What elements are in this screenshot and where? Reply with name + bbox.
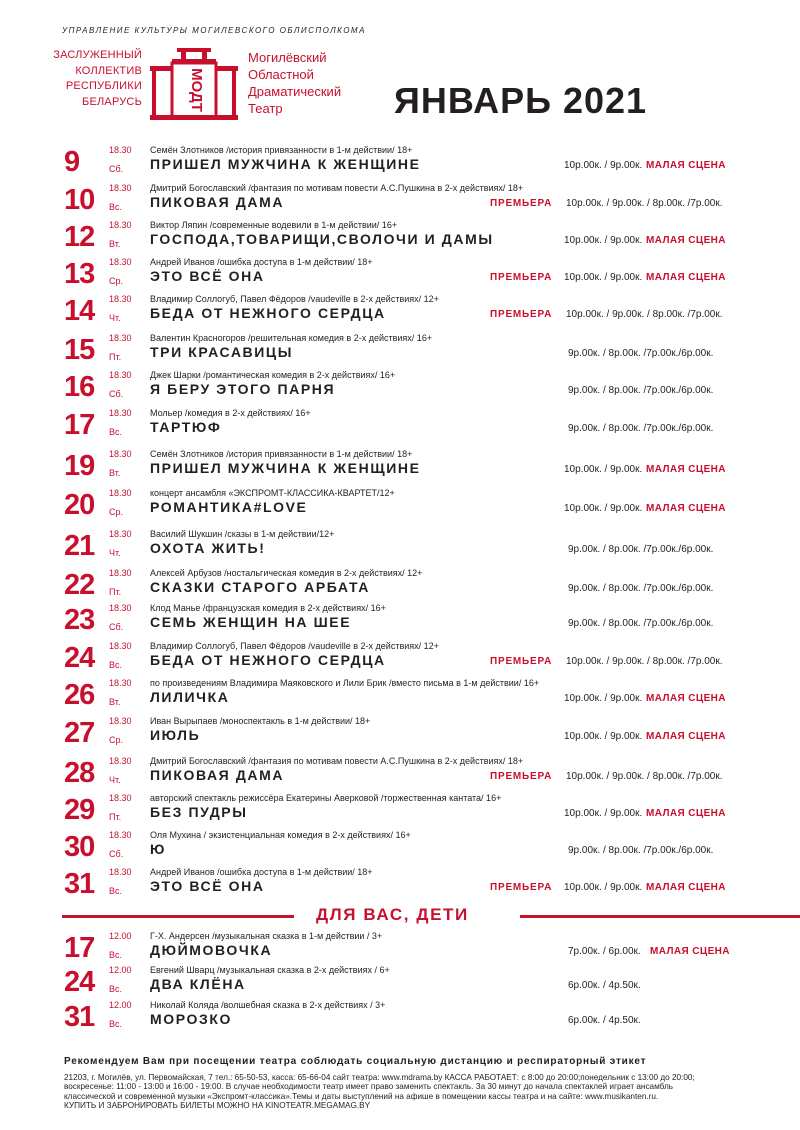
event-title: Я БЕРУ ЭТОГО ПАРНЯ <box>150 381 336 397</box>
event-weekday: Вт. <box>109 468 121 478</box>
event-title: ПИКОВАЯ ДАМА <box>150 767 285 783</box>
event-row <box>0 756 800 794</box>
event-row <box>0 568 800 606</box>
event-time: 18.30 <box>109 294 132 304</box>
ticket-prices: 9р.00к. / 8р.00к. /7р.00к./6р.00к. <box>568 845 714 856</box>
event-description: Николай Коляда /волшебная сказка в 2-х действиях / 3+ <box>150 1000 386 1010</box>
event-row <box>0 603 800 641</box>
event-time: 18.30 <box>109 257 132 267</box>
event-description: Иван Вырыпаев /моноспектакль в 1-м действии/ 18+ <box>150 716 371 726</box>
divider-line <box>520 915 800 918</box>
premiere-badge: ПРЕМЬЕРА <box>490 272 553 283</box>
event-description: Владимир Соллогуб, Павел Фёдоров /vaudeville в 2-х действиях/ 12+ <box>150 294 439 304</box>
ticket-prices: 10р.00к. / 9р.00к. <box>564 160 643 171</box>
event-row <box>0 931 800 969</box>
event-row <box>0 294 800 332</box>
ticket-prices: 10р.00к. / 9р.00к. / 8р.00к. /7р.00к. <box>566 771 723 782</box>
small-stage-label: МАЛАЯ СЦЕНА <box>646 731 726 742</box>
theatre-name-line: Драматический <box>248 84 342 99</box>
event-weekday: Ср. <box>109 507 124 517</box>
event-row <box>0 1000 800 1038</box>
ticket-prices: 9р.00к. / 8р.00к. /7р.00к./6р.00к. <box>568 544 714 555</box>
event-description: Мольер /комедия в 2-х действиях/ 16+ <box>150 408 311 418</box>
event-description: Андрей Иванов /ошибка доступа в 1-м действии/ 18+ <box>150 867 373 877</box>
event-title: ТРИ КРАСАВИЦЫ <box>150 344 294 360</box>
event-description: авторский спектакль режиссёра Екатерины Аверковой /торжественная кантата/ 16+ <box>150 793 502 803</box>
premiere-badge: ПРЕМЬЕРА <box>490 771 553 782</box>
event-weekday: Сб. <box>109 164 124 174</box>
logo-text: МОДТ <box>188 68 205 112</box>
event-title: МОРОЗКО <box>150 1011 232 1027</box>
event-description: Андрей Иванов /ошибка доступа в 1-м действии/ 18+ <box>150 257 373 267</box>
theatre-name-line: Областной <box>248 67 314 82</box>
event-description: Алексей Арбузов /ностальгическая комедия в 2-х действиях/ 12+ <box>150 568 423 578</box>
event-title: СЕМЬ ЖЕНЩИН НА ШЕЕ <box>150 614 352 630</box>
event-weekday: Ср. <box>109 276 124 286</box>
event-time: 18.30 <box>109 756 132 766</box>
event-day: 20 <box>64 489 95 521</box>
event-weekday: Пт. <box>109 812 122 822</box>
event-description: Джек Шарки /романтическая комедия в 2-х действиях/ 16+ <box>150 370 396 380</box>
event-time: 18.30 <box>109 716 132 726</box>
honored-collective <box>40 48 142 110</box>
event-time: 12.00 <box>109 965 132 975</box>
event-weekday: Вс. <box>109 886 123 896</box>
event-title: ГОСПОДА,ТОВАРИЩИ,СВОЛОЧИ И ДАМЫ <box>150 231 494 247</box>
premiere-badge: ПРЕМЬЕРА <box>490 656 553 667</box>
event-day: 13 <box>64 258 95 290</box>
event-row <box>0 641 800 679</box>
event-row <box>0 220 800 258</box>
event-day: 14 <box>64 295 95 327</box>
event-day: 16 <box>64 371 95 403</box>
ticket-prices: 6р.00к. / 4р.50к. <box>568 1015 641 1026</box>
event-row <box>0 867 800 905</box>
event-time: 18.30 <box>109 529 132 539</box>
event-time: 18.30 <box>109 449 132 459</box>
event-row <box>0 529 800 567</box>
event-time: 18.30 <box>109 183 132 193</box>
event-title: ДВА КЛЁНА <box>150 976 246 992</box>
event-time: 18.30 <box>109 678 132 688</box>
event-row <box>0 716 800 754</box>
event-title: ПРИШЕЛ МУЖЧИНА К ЖЕНЩИНЕ <box>150 156 421 172</box>
event-description: Семён Злотников /история привязанности в 1-м действии/ 18+ <box>150 449 413 459</box>
event-row <box>0 370 800 408</box>
event-day: 23 <box>64 604 95 636</box>
footer-line: КУПИТЬ И ЗАБРОНИРОВАТЬ БИЛЕТЫ МОЖНО НА KINOTEATR.MEGAMAG.BY <box>64 1101 371 1111</box>
event-weekday: Сб. <box>109 622 124 632</box>
ticket-prices: 9р.00к. / 8р.00к. /7р.00к./6р.00к. <box>568 348 714 359</box>
ticket-prices: 10р.00к. / 9р.00к. <box>564 235 643 246</box>
premiere-badge: ПРЕМЬЕРА <box>490 309 553 320</box>
event-weekday: Вт. <box>109 239 121 249</box>
event-title: БЕЗ ПУДРЫ <box>150 804 248 820</box>
event-description: Клод Манье /французская комедия в 2-х действиях/ 16+ <box>150 603 386 613</box>
event-time: 12.00 <box>109 931 132 941</box>
ticket-prices: 9р.00к. / 8р.00к. /7р.00к./6р.00к. <box>568 423 714 434</box>
event-row <box>0 333 800 371</box>
event-title: ИЮЛЬ <box>150 727 201 743</box>
event-row <box>0 257 800 295</box>
event-day: 24 <box>64 966 95 998</box>
ticket-prices: 10р.00к. / 9р.00к. / 8р.00к. /7р.00к. <box>566 198 723 209</box>
event-time: 18.30 <box>109 145 132 155</box>
event-time: 18.30 <box>109 408 132 418</box>
event-day: 17 <box>64 409 95 441</box>
ticket-prices: 9р.00к. / 8р.00к. /7р.00к./6р.00к. <box>568 385 714 396</box>
event-day: 24 <box>64 642 95 674</box>
event-weekday: Пт. <box>109 587 122 597</box>
event-title: ДЮЙМОВОЧКА <box>150 942 273 958</box>
event-row <box>0 183 800 221</box>
event-time: 18.30 <box>109 867 132 877</box>
event-time: 18.30 <box>109 568 132 578</box>
footer-line: воскресенье: 11:00 - 13:00 и 16:00 - 19:00. В случае необходимости театр имеет право заменить спектакль. За 30 минут до начала спектаклей играет ансамбль <box>64 1082 673 1092</box>
event-day: 12 <box>64 221 95 253</box>
ticket-prices: 10р.00к. / 9р.00к. <box>564 503 643 514</box>
event-day: 28 <box>64 757 95 789</box>
event-title: ПИКОВАЯ ДАМА <box>150 194 285 210</box>
event-row <box>0 830 800 868</box>
small-stage-label: МАЛАЯ СЦЕНА <box>646 808 726 819</box>
kids-section-header <box>62 904 800 926</box>
event-weekday: Чт. <box>109 775 121 785</box>
event-row <box>0 449 800 487</box>
event-time: 18.30 <box>109 488 132 498</box>
ticket-prices: 10р.00к. / 9р.00к. <box>564 882 643 893</box>
event-description: Василий Шукшин /сказы в 1-м действии/12+ <box>150 529 335 539</box>
theatre-logo <box>150 48 238 120</box>
ticket-prices: 10р.00к. / 9р.00к. / 8р.00к. /7р.00к. <box>566 656 723 667</box>
header-top-line: УПРАВЛЕНИЕ КУЛЬТУРЫ МОГИЛЕВСКОГО ОБЛИСПОЛКОМА <box>62 26 366 35</box>
event-day: 21 <box>64 530 95 562</box>
divider-line <box>62 915 294 918</box>
event-title: ЭТО ВСЁ ОНА <box>150 878 265 894</box>
honored-line: БЕЛАРУСЬ <box>82 95 142 108</box>
event-time: 18.30 <box>109 220 132 230</box>
event-weekday: Вс. <box>109 660 123 670</box>
ticket-prices: 10р.00к. / 9р.00к. <box>564 693 643 704</box>
ticket-prices: 10р.00к. / 9р.00к. <box>564 272 643 283</box>
ticket-prices: 9р.00к. / 8р.00к. /7р.00к./6р.00к. <box>568 583 714 594</box>
ticket-prices: 10р.00к. / 9р.00к. <box>564 731 643 742</box>
event-weekday: Пт. <box>109 352 122 362</box>
event-title: ЭТО ВСЁ ОНА <box>150 268 265 284</box>
event-day: 29 <box>64 794 95 826</box>
event-description: Г-Х. Андерсен /музыкальная сказка в 1-м действии / 3+ <box>150 931 383 941</box>
event-weekday: Вс. <box>109 202 123 212</box>
event-time: 12.00 <box>109 1000 132 1010</box>
event-title: БЕДА ОТ НЕЖНОГО СЕРДЦА <box>150 652 386 668</box>
event-description: Семён Злотников /история привязанности в 1-м действии/ 18+ <box>150 145 413 155</box>
honored-line: КОЛЛЕКТИВ <box>75 64 142 77</box>
event-weekday: Сб. <box>109 849 124 859</box>
small-stage-label: МАЛАЯ СЦЕНА <box>646 503 726 514</box>
theatre-name-line: Театр <box>248 101 283 116</box>
event-day: 31 <box>64 868 95 900</box>
event-row <box>0 965 800 1003</box>
event-weekday: Сб. <box>109 389 124 399</box>
month-title: ЯНВАРЬ 2021 <box>394 80 648 121</box>
event-day: 31 <box>64 1001 95 1033</box>
event-time: 18.30 <box>109 333 132 343</box>
small-stage-label: МАЛАЯ СЦЕНА <box>650 946 730 957</box>
event-title: ОХОТА ЖИТЬ! <box>150 540 266 556</box>
event-time: 18.30 <box>109 641 132 651</box>
kids-section-label: ДЛЯ ВАС, ДЕТИ <box>316 905 469 924</box>
event-day: 22 <box>64 569 95 601</box>
theatre-name <box>248 49 341 117</box>
event-weekday: Вс. <box>109 1019 123 1029</box>
ticket-prices: 9р.00к. / 8р.00к. /7р.00к./6р.00к. <box>568 618 714 629</box>
event-description: Оля Мухина / экзистенциальная комедия в 2-х действиях/ 16+ <box>150 830 411 840</box>
recommendation-notice: Рекомендуем Вам при посещении театра соблюдать социальную дистанцию и респираторный этикет <box>64 1056 647 1067</box>
event-title: СКАЗКИ СТАРОГО АРБАТА <box>150 579 370 595</box>
event-description: Владимир Соллогуб, Павел Фёдоров /vaudeville в 2-х действиях/ 12+ <box>150 641 439 651</box>
small-stage-label: МАЛАЯ СЦЕНА <box>646 882 726 893</box>
event-time: 18.30 <box>109 793 132 803</box>
event-day: 27 <box>64 717 95 749</box>
ticket-prices: 6р.00к. / 4р.50к. <box>568 980 641 991</box>
ticket-prices: 10р.00к. / 9р.00к. <box>564 464 643 475</box>
premiere-badge: ПРЕМЬЕРА <box>490 882 553 893</box>
event-description: Евгений Шварц /музыкальная сказка в 2-х действиях / 6+ <box>150 965 390 975</box>
event-day: 30 <box>64 831 95 863</box>
event-description: Виктор Ляпин /современные водевили в 1-м действии/ 16+ <box>150 220 398 230</box>
event-day: 9 <box>64 146 80 178</box>
event-weekday: Чт. <box>109 548 121 558</box>
event-description: Дмитрий Богославский /фантазия по мотивам повести А.С.Пушкина в 2-х действиях/ 18+ <box>150 756 524 766</box>
ticket-prices: 7р.00к. / 6р.00к. <box>568 946 641 957</box>
event-weekday: Вс. <box>109 427 123 437</box>
theatre-name-line: Могилёвский <box>248 50 327 65</box>
small-stage-label: МАЛАЯ СЦЕНА <box>646 235 726 246</box>
event-title: ТАРТЮФ <box>150 419 222 435</box>
event-time: 18.30 <box>109 370 132 380</box>
event-title: ЛИЛИЧКА <box>150 689 230 705</box>
event-weekday: Чт. <box>109 313 121 323</box>
premiere-badge: ПРЕМЬЕРА <box>490 198 553 209</box>
event-row <box>0 408 800 446</box>
footer-line: классической и современной музыки «Экспромт-классика».Темы и даты выступлений на афише в помещении кассы театра и на сайте: www.musikanten.ru. <box>64 1091 659 1101</box>
ticket-prices: 10р.00к. / 9р.00к. <box>564 808 643 819</box>
event-row <box>0 145 800 183</box>
footer-info <box>64 1073 744 1111</box>
event-weekday: Вт. <box>109 697 121 707</box>
event-title: РОМАНТИКА#LOVE <box>150 499 308 515</box>
event-description: Валентин Красногоров /решительная комедия в 2-х действиях/ 16+ <box>150 333 433 343</box>
footer-line: 21203, г. Могилёв, ул. Первомайская, 7 тел.: 65-50-53, касса: 65-66-04 сайт театра: www.mdrama.by КАССА РАБОТАЕТ: с 8:00 до 20:00;понедельник с 13:00 до 20:00; <box>64 1073 695 1082</box>
event-title: БЕДА ОТ НЕЖНОГО СЕРДЦА <box>150 305 386 321</box>
honored-line: ЗАСЛУЖЕННЫЙ <box>53 49 142 61</box>
honored-line: РЕСПУБЛИКИ <box>65 80 142 92</box>
event-day: 17 <box>64 932 95 964</box>
event-description: концерт ансамбля «ЭКСПРОМТ-КЛАССИКА-КВАРТЕТ/12+ <box>150 488 395 498</box>
event-weekday: Вс. <box>109 950 123 960</box>
event-row <box>0 793 800 831</box>
small-stage-label: МАЛАЯ СЦЕНА <box>646 464 726 475</box>
event-day: 26 <box>64 679 95 711</box>
event-weekday: Ср. <box>109 735 124 745</box>
event-day: 19 <box>64 450 95 482</box>
event-row <box>0 488 800 526</box>
event-weekday: Вс. <box>109 984 123 994</box>
event-time: 18.30 <box>109 603 132 613</box>
event-description: по произведениям Владимира Маяковского и Лили Брик /вместо письма в 1-м действии/ 16+ <box>150 678 540 688</box>
event-day: 10 <box>64 184 95 216</box>
small-stage-label: МАЛАЯ СЦЕНА <box>646 693 726 704</box>
small-stage-label: МАЛАЯ СЦЕНА <box>646 272 726 283</box>
event-title: ПРИШЕЛ МУЖЧИНА К ЖЕНЩИНЕ <box>150 460 421 476</box>
event-title: Ю <box>150 841 167 857</box>
event-row <box>0 678 800 716</box>
ticket-prices: 10р.00к. / 9р.00к. / 8р.00к. /7р.00к. <box>566 309 723 320</box>
event-day: 15 <box>64 334 95 366</box>
event-time: 18.30 <box>109 830 132 840</box>
event-description: Дмитрий Богославский /фантазия по мотивам повести А.С.Пушкина в 2-х действиях/ 18+ <box>150 183 524 193</box>
small-stage-label: МАЛАЯ СЦЕНА <box>646 160 726 171</box>
